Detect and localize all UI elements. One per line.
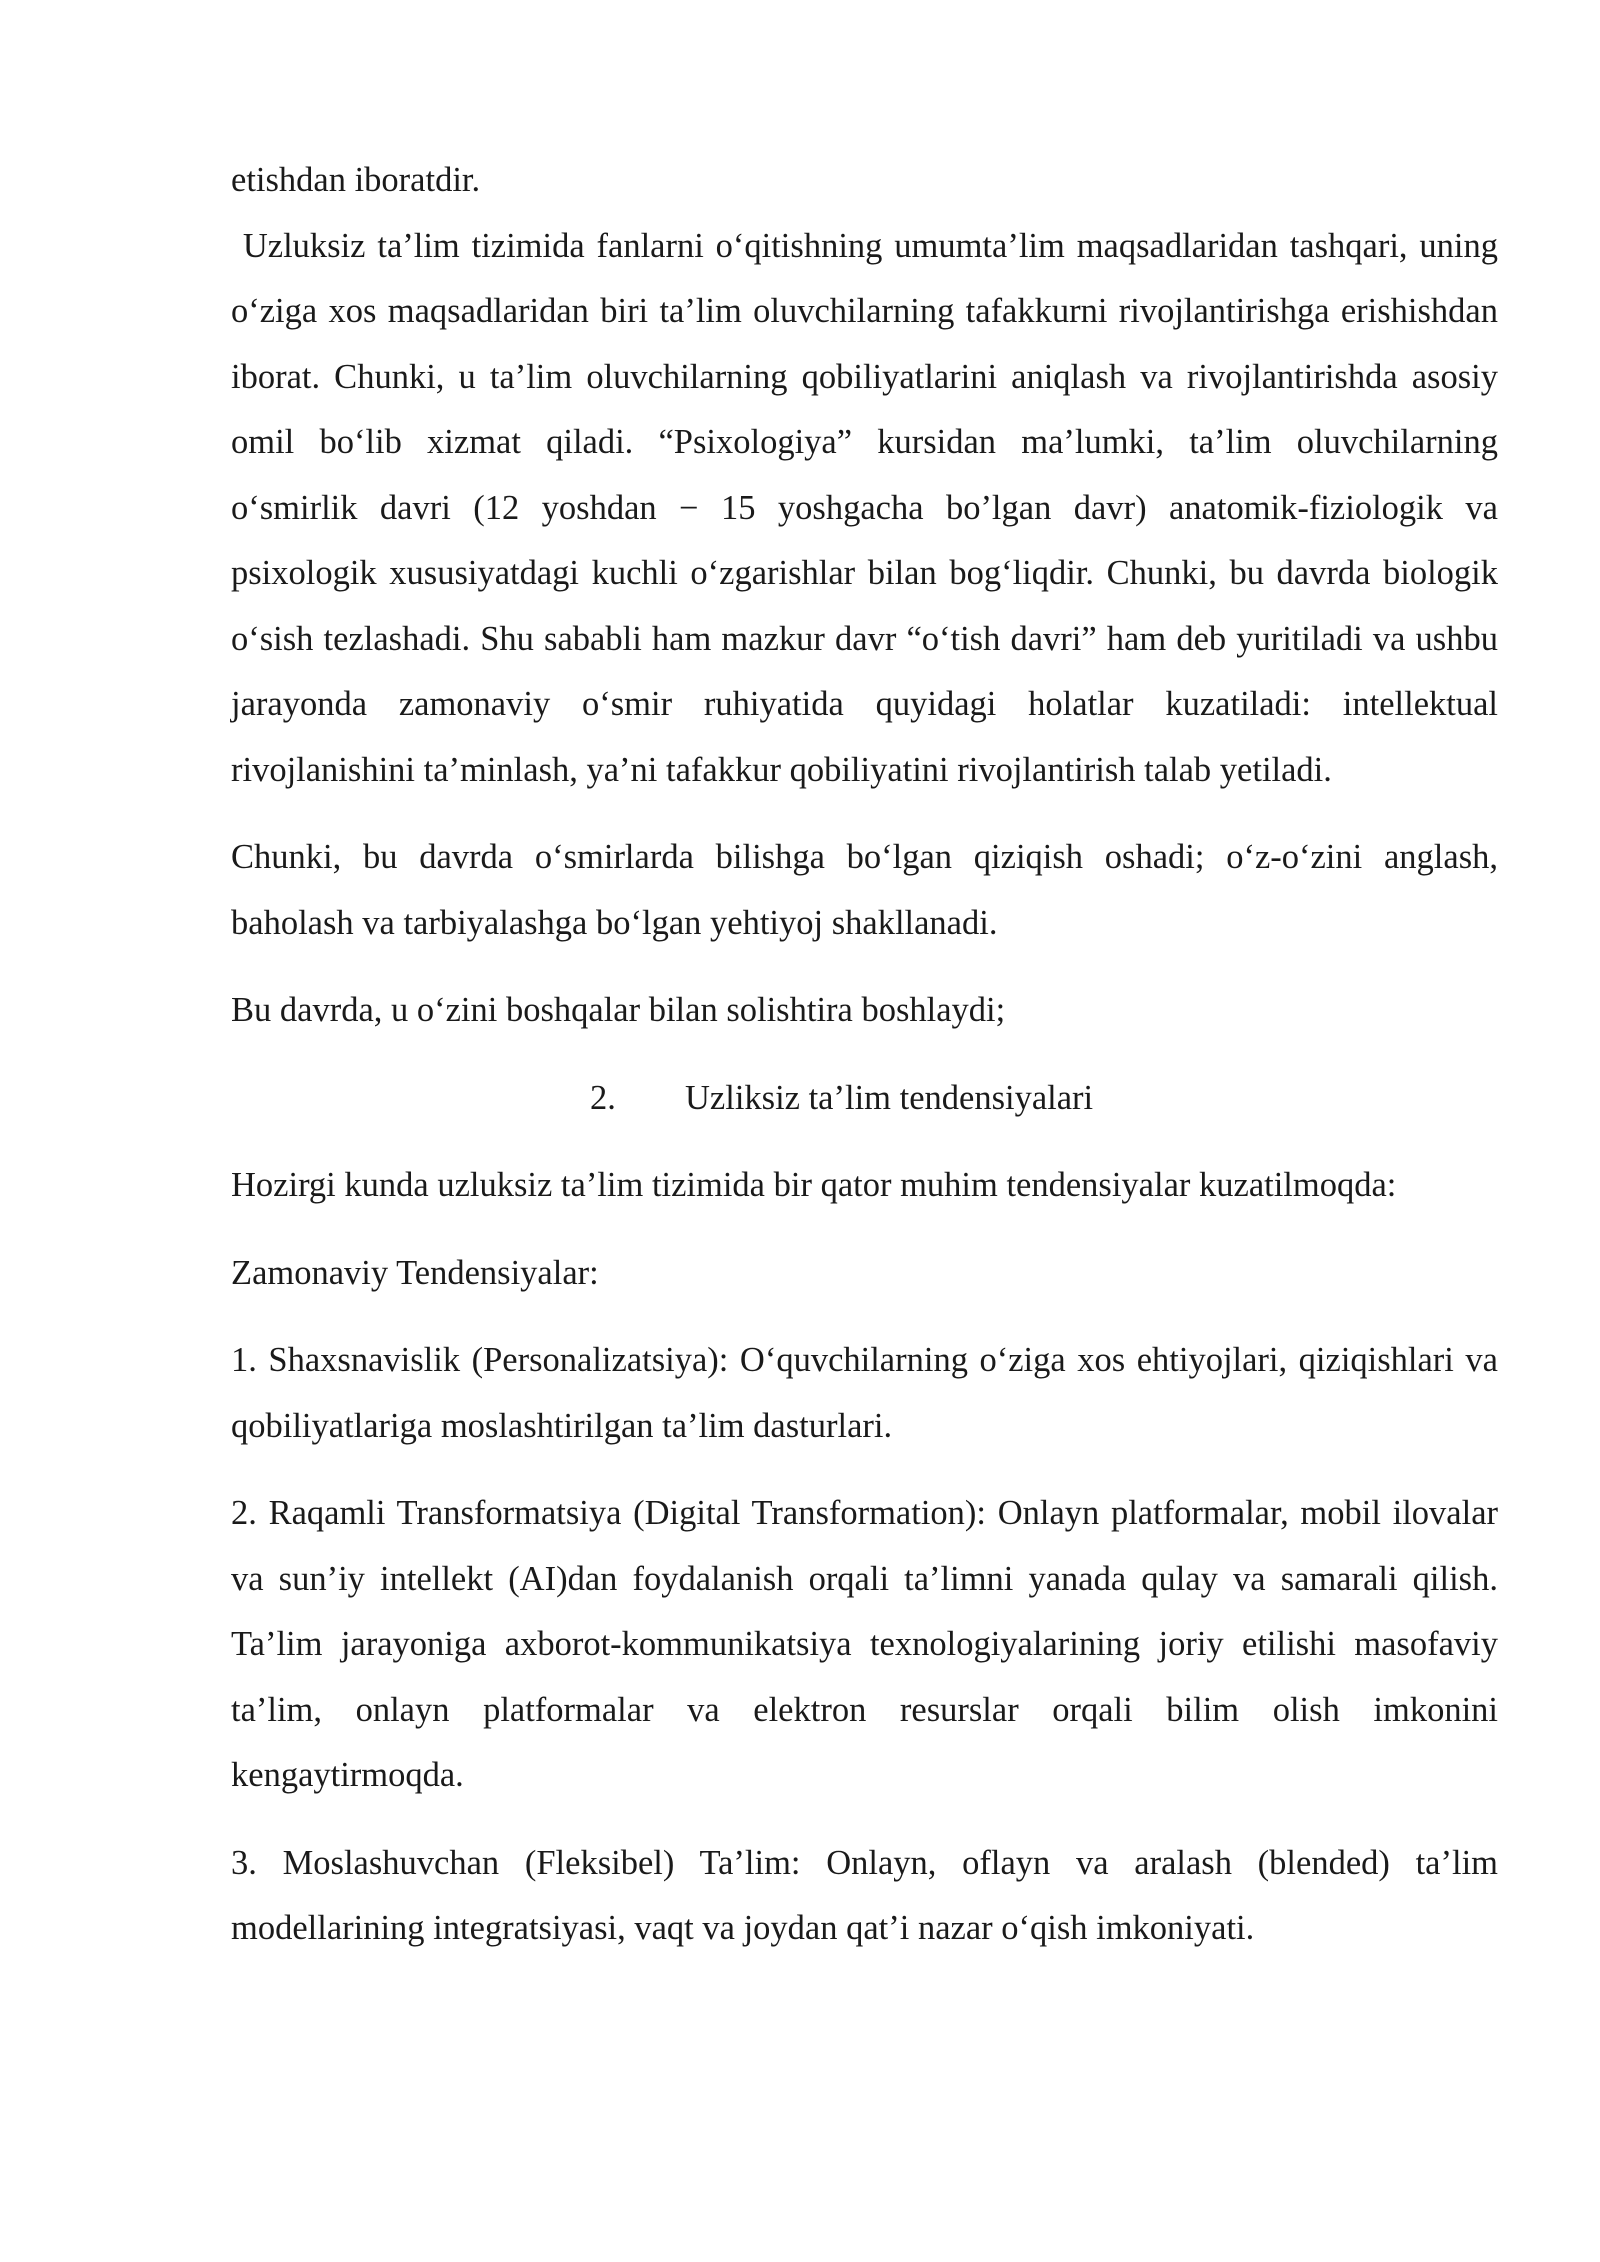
paragraph-uzluksiz-talim <box>231 214 1498 804</box>
document-page <box>231 148 1498 1962</box>
paragraph-chunki: Chunki, bu davrda o‘smirlarda bilishga bo‘lgan qiziqish oshadi; o‘z-o‘zini anglash, baholash va tarbiyalashga bo‘lgan yehtiyoj shakllanadi. <box>231 838 1498 942</box>
section-heading-title: Uzliksiz ta’lim tendensiyalari <box>685 1078 1094 1117</box>
paragraph-bu-davrda: Bu davrda, u o‘zini boshqalar bilan solishtira boshlaydi; <box>231 991 1006 1029</box>
list-item-raqamli-transformatsiya: 2. Raqamli Transformatsiya (Digital Transformation): Onlayn platformalar, mobil ilovalar va sun’iy intellekt (AI)dan foydalanish orqali ta’limni yanada qulay va samarali qilish. Ta’lim jarayoniga axborot-kommunikatsiya texnologiyalarining joriy etilishi masofaviy ta’lim, onlayn platformalar va elektron resurslar orqali bilim olish imkonini kengaytirmoqda. <box>231 1494 1498 1794</box>
paragraph-hozirgi-kunda: Hozirgi kunda uzluksiz ta’lim tizimida bir qator muhim tendensiyalar kuzatilmoqda: <box>231 1166 1397 1204</box>
paragraph-zamonaviy-tendensiyalar: Zamonaviy Tendensiyalar: <box>231 1253 599 1292</box>
paragraph-continuation: etishdan iboratdir. <box>231 161 481 199</box>
list-item-personalizatsiya: 1. Shaxsnavislik (Personalizatsiya): O‘quvchilarning o‘ziga xos ehtiyojlari, qiziqishlari va qobiliyatlariga moslashtirilgan ta’lim dasturlari. <box>231 1341 1498 1445</box>
section-heading <box>231 1066 1498 1132</box>
paragraph-uzluksiz-talim-text: Uzluksiz ta’lim tizimida fanlarni o‘qitishning umumta’lim maqsadlaridan tashqari, uning o‘ziga xos maqsadlaridan biri ta’lim oluvchilarning tafakkurni rivojlantirishga erishishdan iborat. Chunki, u ta’lim oluvchilarning qobiliyatlarini aniqlash va rivojlantirishda asosiy omil bo‘lib xizmat qiladi. “Psixologiya” kursidan ma’lumki, ta’lim oluvchilarning o‘smirlik davri (12 yoshdan − 15 yoshgacha bo’lgan davr) anatomik-fiziologik va psixologik xususiyatdagi kuchli o‘zgarishlar bilan bog‘liqdir. Chunki, bu davrda biologik o‘sish tezlashadi. Shu sababli ham mazkur davr “o‘tish davri” ham deb yuritiladi va ushbu jarayonda zamonaviy o‘smir ruhiyatida quyidagi holatlar kuzatiladi: intellektual rivojlanishini ta’minlash, ya’ni tafakkur qobiliyatini rivojlantirish talab yetiladi. <box>231 226 1498 789</box>
list-item-moslashuvchan-talim: 3. Moslashuvchan (Fleksibel) Ta’lim: Onlayn, oflayn va aralash (blended) ta’lim modellarining integratsiyasi, vaqt va joydan qat’i nazar o‘qish imkoniyati. <box>231 1843 1498 1947</box>
section-heading-number: 2. <box>590 1078 616 1117</box>
